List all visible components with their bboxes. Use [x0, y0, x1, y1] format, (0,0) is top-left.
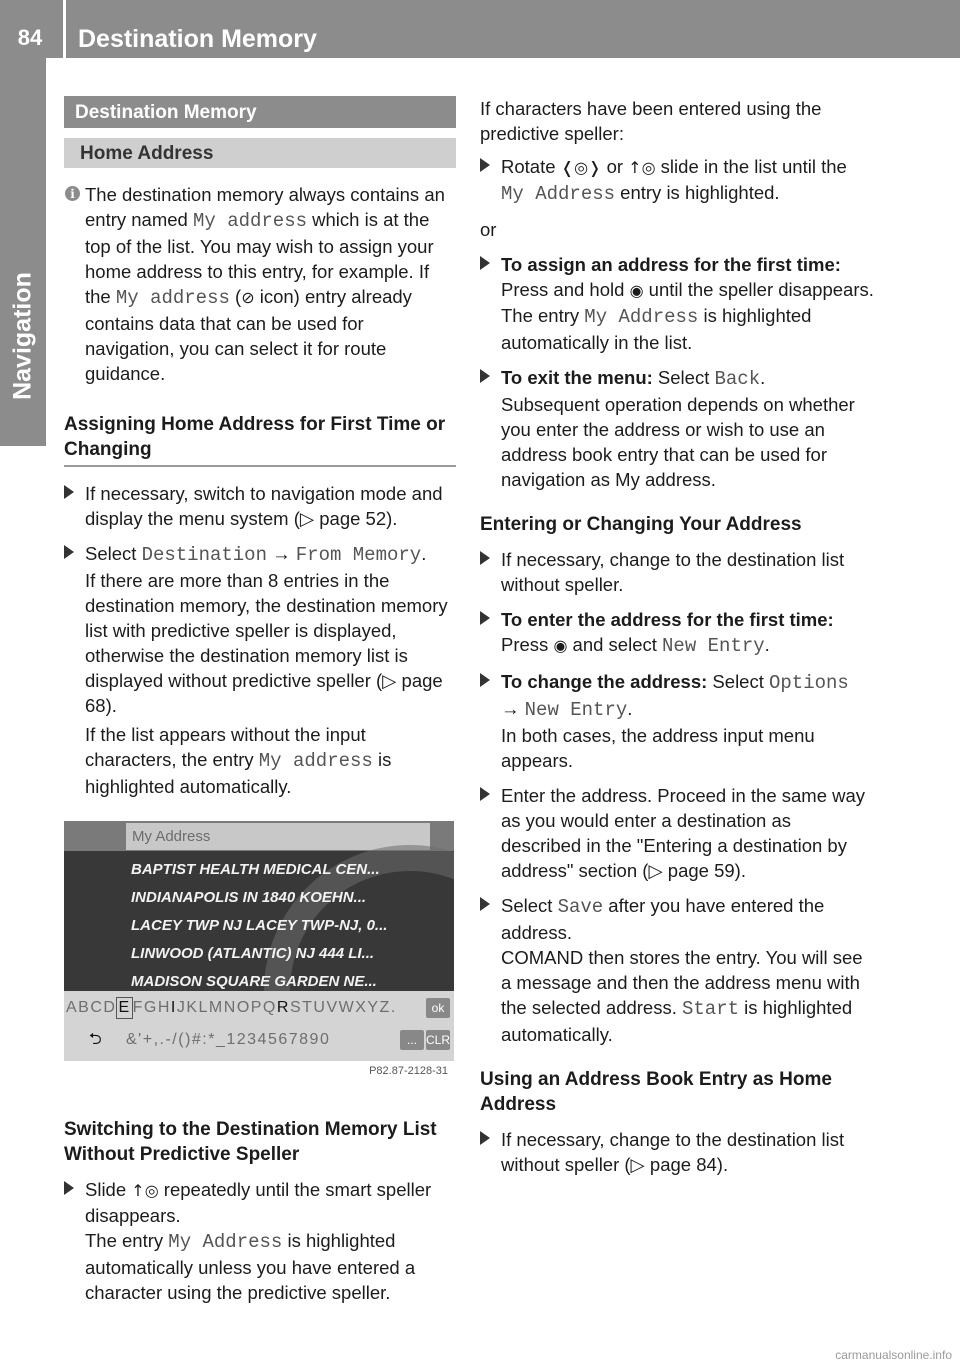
- step-item: To change the address: Select Options → New Entry. In both cases, the address input menu appears.: [480, 669, 874, 773]
- subsection-title: Home Address: [64, 138, 456, 168]
- or-text: or: [480, 219, 497, 240]
- press-control-icon: ◉: [629, 281, 644, 300]
- press-control-icon: ◉: [553, 636, 568, 655]
- step-item: Select Save after you have entered the address. COMAND then stores the entry. You will see a message and then the address menu with the selected address. Start is highlighted automatically.: [480, 893, 874, 1047]
- step-arrow-icon: [64, 545, 74, 559]
- heading-assign: Assigning Home Address for First Time or Changing: [64, 414, 446, 460]
- step-arrow-icon: [480, 897, 490, 911]
- step-arrow-icon: [480, 158, 490, 172]
- back-icon: ⮌: [88, 1031, 104, 1048]
- slide-control-icon: ↑◎: [131, 1181, 159, 1200]
- screen-list-item: LACEY TWP NJ LACEY TWP-NJ, 0...: [131, 917, 388, 934]
- keyboard-row-symbols: ⮌ &'+,.-/()#:*_1234567890 ... CLR: [66, 1027, 452, 1053]
- step-arrow-icon: [64, 1181, 74, 1195]
- screen-list-item: MADISON SQUARE GARDEN NE...: [131, 973, 377, 990]
- keyboard-dots-key: ...: [400, 1030, 424, 1050]
- step-item: To assign an address for the first time: Press and hold ◉ until the speller disappears. The entry My Address is highlighted automatically in the list.: [480, 252, 874, 355]
- info-icon: i: [65, 186, 80, 201]
- step-arrow-icon: [480, 611, 490, 625]
- left-column: [64, 96, 456, 1315]
- footer-watermark: carmanualsonline.info: [835, 1348, 952, 1362]
- step-arrow-icon: [480, 551, 490, 565]
- no-entry-icon: ⊘: [241, 288, 255, 307]
- side-tab-label-wrap: [0, 236, 46, 436]
- screen-list-item: BAPTIST HEALTH MEDICAL CEN...: [131, 861, 380, 878]
- screen-list-item: INDIANAPOLIS IN 1840 KOEHN...: [131, 889, 367, 906]
- heading-entering: Entering or Changing Your Address: [480, 514, 802, 535]
- info-note: i The destination memory always contains an entry named My address which is at the top of the list. You may wish to assign your home address to this entry, for example. If the My address (⊘ icon) entry already contains data that can be used for navigation, you can select it for route guidance.: [64, 182, 456, 386]
- step-item: If necessary, change to the destination list without speller.: [480, 547, 874, 597]
- rotate-control-icon: ❬◎❭: [560, 158, 602, 177]
- page-title: Destination Memory: [78, 25, 317, 53]
- step-item: If necessary, change to the destination list without speller (▷ page 84).: [480, 1127, 874, 1177]
- step-item: If necessary, switch to navigation mode and display the menu system (▷ page 52).: [64, 481, 456, 531]
- intro-text: If characters have been entered using the predictive speller:: [480, 98, 822, 144]
- step-item: Rotate ❬◎❭ or ↑◎ slide in the list until the My Address entry is highlighted.: [480, 154, 874, 207]
- heading-switching: Switching to the Destination Memory List Without Predictive Speller: [64, 1119, 437, 1165]
- step-item: To exit the menu: Select Back. Subsequent operation depends on whether you enter the address or wish to use an address book entry that can be used for navigation as My address.: [480, 365, 874, 492]
- right-column: [480, 96, 874, 1187]
- keyboard-row-letters: ABCD E FGHIJKLMNOPQRSTUVWXYZ. ok: [66, 995, 452, 1021]
- heading-address-book: Using an Address Book Entry as Home Address: [480, 1069, 832, 1115]
- step-arrow-icon: [64, 485, 74, 499]
- screen-image: [64, 821, 454, 1081]
- step-arrow-icon: [480, 673, 490, 687]
- step-arrow-icon: [480, 256, 490, 270]
- slide-control-icon: ↑◎: [628, 158, 656, 177]
- page-number: 84: [17, 25, 43, 50]
- side-tab-upper: [0, 58, 46, 224]
- header-divider: [63, 0, 66, 58]
- screen-list-item: LINWOOD (ATLANTIC) NJ 444 LI...: [131, 945, 375, 962]
- side-tab-label: Navigation: [8, 272, 37, 400]
- step-item: To enter the address for the first time: Press ◉ and select New Entry.: [480, 607, 874, 659]
- section-title: Destination Memory: [64, 96, 456, 128]
- heading-rule: [64, 465, 456, 467]
- image-caption: P82.87-2128-31: [64, 1061, 454, 1081]
- keyboard-ok-key: ok: [426, 998, 450, 1018]
- step-item: Slide ↑◎ repeatedly until the smart speller disappears. The entry My Address is highlighted automatically unless you have entered a character using the predictive speller.: [64, 1177, 456, 1305]
- screen-keyboard: [64, 991, 454, 1061]
- step-arrow-icon: [480, 1131, 490, 1145]
- step-item: Select Destination → From Memory. If there are more than 8 entries in the destination memory, the destination memory list with predictive speller is displayed, otherwise the destination memory list is displayed without predictive speller (▷ page 68). If the list appears without the input characters, the entry My address is highlighted automatically.: [64, 541, 456, 799]
- step-arrow-icon: [480, 369, 490, 383]
- step-arrow-icon: [480, 787, 490, 801]
- screen-highlighted-entry: My Address: [126, 823, 430, 850]
- step-item: Enter the address. Proceed in the same way as you would enter a destination as described in the "Entering a destination by address" section (▷ page 59).: [480, 783, 874, 883]
- keyboard-clr-key: CLR: [426, 1030, 450, 1050]
